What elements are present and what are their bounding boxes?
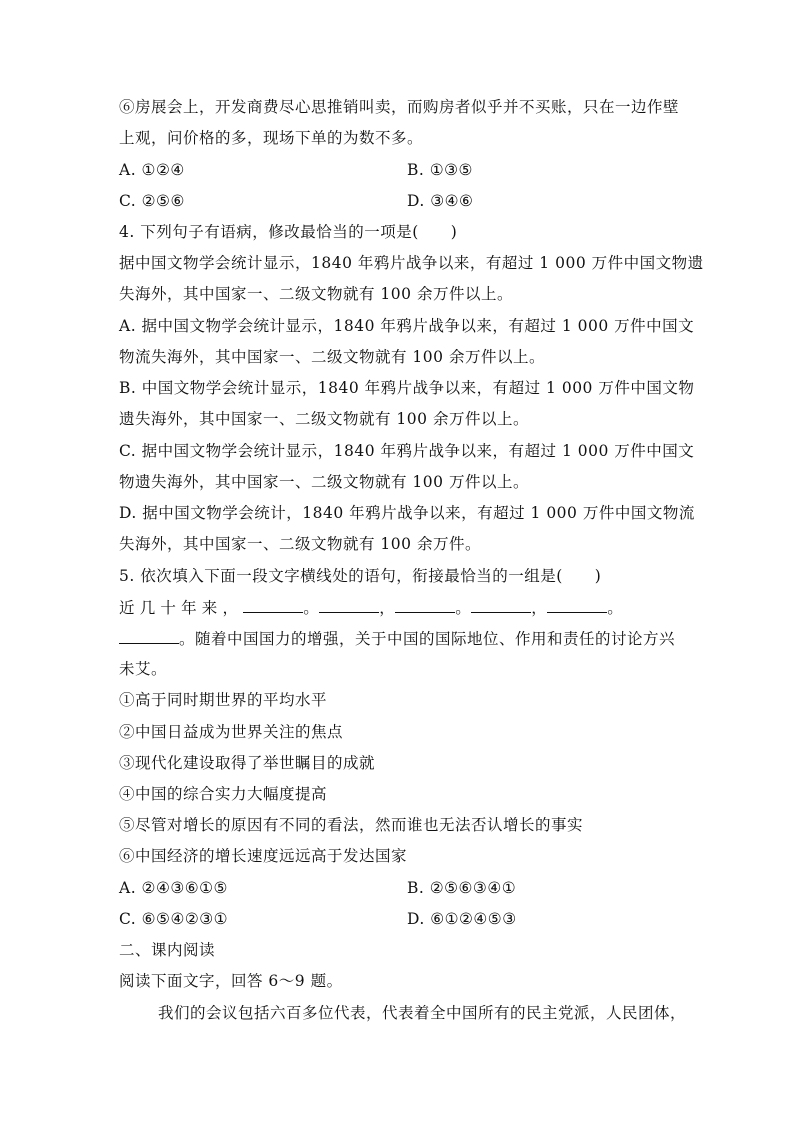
q3-option-b: B. ①③⑤ [407,161,473,179]
q5-passage-start: 近几十年来， [119,599,244,617]
q5-stem: 5. 依次填入下面一段文字横线处的语句，衔接最恰当的一组是( ) [119,567,602,585]
reading-instruction: 阅读下面文字，回答 6～9 题。 [119,972,343,990]
q4-option-c-line2: 物遗失海外，其中国家一、二级文物就有 100 万件以上。 [119,473,529,491]
punct: ， [379,599,396,617]
blank-6 [119,628,179,644]
q5-passage-line1 [119,597,623,618]
q4-option-b-line2: 遗失海外，其中国家一、二级文物就有 100 余万件以上。 [119,410,529,428]
q4-stem: 4. 下列句子有语病，修改最恰当的一项是( ) [119,223,458,241]
q3-option-c: C. ②⑤⑥ [119,192,185,210]
q5-option-c: C. ⑥⑤④②③① [119,910,229,928]
q3-option-a: A. ①②④ [119,161,185,179]
q5-item-4: ④中国的综合实力大幅度提高 [119,785,328,803]
q5-item-2: ②中国日益成为世界关注的焦点 [119,723,344,741]
q4-option-c-line1: C. 据中国文物学会统计显示，1840 年鸦片战争以来，有超过 1 000 万件中国文 [119,442,695,460]
q5-item-1: ①高于同时期世界的平均水平 [119,691,328,709]
q5-option-d: D. ⑥①②④⑤③ [407,910,517,928]
punct: 。 [607,599,624,617]
q4-option-d-line1: D. 据中国文物学会统计，1840 年鸦片战争以来，有超过 1 000 万件中国文物流 [119,504,695,522]
q4-option-d-line2: 失海外，其中国家一、二级文物就有 100 余万件。 [119,535,481,553]
q5-item-6: ⑥中国经济的增长速度远远高于发达国家 [119,847,408,865]
q4-option-a-line2: 物流失海外，其中国家一、二级文物就有 100 余万件以上。 [119,348,545,366]
blank-3 [395,597,455,613]
q4-sentence-line2: 失海外，其中国家一、二级文物就有 100 余万件以上。 [119,285,513,303]
q5-passage-line3: 未艾。 [119,660,168,678]
q3-option-d: D. ③④⑥ [407,192,474,210]
punct: 。 [455,599,472,617]
blank-4 [471,597,531,613]
blank-1 [243,597,303,613]
punct: 。 [303,599,320,617]
blank-5 [547,597,607,613]
q5-passage-line2-rest: 。随着中国国力的增强，关于中国的国际地位、作用和责任的讨论方兴 [179,630,676,648]
punct: ， [531,599,548,617]
passage-line1: 我们的会议包括六百多位代表，代表着全中国所有的民主党派，人民团体， [158,1004,687,1022]
q5-option-a: A. ②④③⑥①⑤ [119,879,228,897]
blank-2 [319,597,379,613]
q4-sentence-line1: 据中国文物学会统计显示，1840 年鸦片战争以来，有超过 1 000 万件中国文物遗 [119,254,704,272]
q5-item-3: ③现代化建设取得了举世瞩目的成就 [119,754,376,772]
q5-item-5: ⑤尽管对增长的原因有不同的看法，然而谁也无法否认增长的事实 [119,816,584,834]
q3-item6-line1: ⑥房展会上，开发商费尽心思推销叫卖，而购房者似乎并不买账，只在一边作壁 [119,98,680,116]
q4-option-b-line1: B. 中国文物学会统计显示，1840 年鸦片战争以来，有超过 1 000 万件中国文物 [119,379,695,397]
q5-option-b: B. ②⑤⑥③④① [407,879,517,897]
q3-item6-line2: 上观，问价格的多，现场下单的为数不多。 [119,129,424,147]
q5-passage-line2 [119,628,675,649]
q4-option-a-line1: A. 据中国文物学会统计显示，1840 年鸦片战争以来，有超过 1 000 万件中国文 [119,317,695,335]
section-heading: 二、课内阅读 [119,941,216,959]
